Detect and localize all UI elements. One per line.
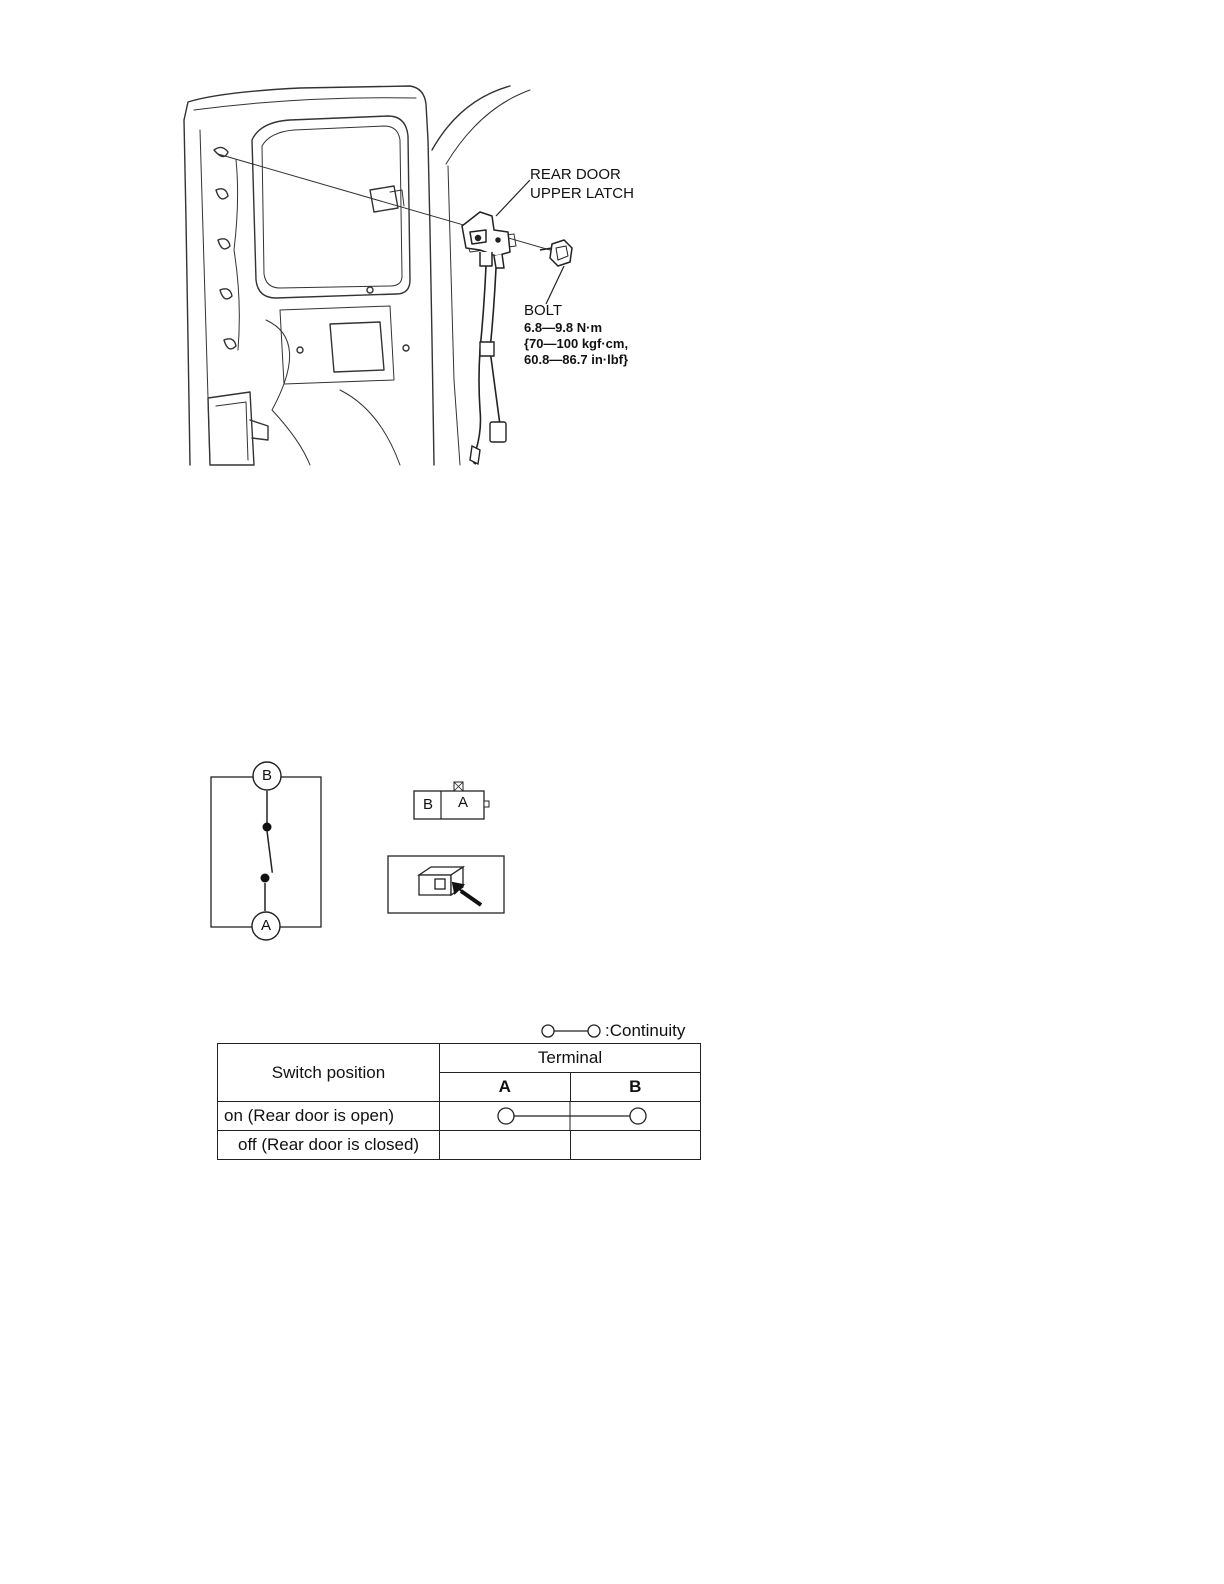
switch-schematic-figure xyxy=(205,755,510,945)
continuity-cell-on xyxy=(440,1102,701,1131)
terminal-b-label: B xyxy=(261,767,272,784)
header-terminal: Terminal xyxy=(440,1044,701,1073)
continuity-cell-off-b xyxy=(570,1131,701,1160)
continuity-marker-icon xyxy=(440,1102,702,1130)
connector-b-label: B xyxy=(422,796,433,813)
continuity-cell-off-a xyxy=(440,1131,571,1160)
torque-spec-line2: {70—100 kgf·cm, xyxy=(524,336,629,351)
header-terminal-a: A xyxy=(440,1073,571,1102)
header-switch-position: Switch position xyxy=(218,1044,440,1102)
latch-label-line1: REAR DOOR xyxy=(530,166,621,183)
latch-label-line2: UPPER LATCH xyxy=(530,185,634,202)
continuity-legend xyxy=(540,1020,685,1042)
continuity-symbol-icon xyxy=(540,1021,602,1041)
torque-spec-line3: 60.8—86.7 in·lbf} xyxy=(524,352,629,367)
torque-spec-line1: 6.8—9.8 N·m xyxy=(524,320,603,335)
row-position-off: off (Rear door is closed) xyxy=(218,1131,440,1160)
terminal-a-label: A xyxy=(260,917,271,934)
table-row xyxy=(218,1102,701,1131)
table-row xyxy=(218,1131,701,1160)
row-position-on: on (Rear door is open) xyxy=(218,1102,440,1131)
switch-schematic xyxy=(205,755,510,945)
connector-a-label: A xyxy=(457,794,468,811)
header-terminal-b: B xyxy=(570,1073,701,1102)
door-illustration xyxy=(180,80,650,470)
bolt-label: BOLT xyxy=(524,302,563,319)
continuity-legend-text: :Continuity xyxy=(605,1021,686,1040)
rear-door-latch-figure xyxy=(180,80,650,470)
continuity-table xyxy=(217,1043,701,1160)
